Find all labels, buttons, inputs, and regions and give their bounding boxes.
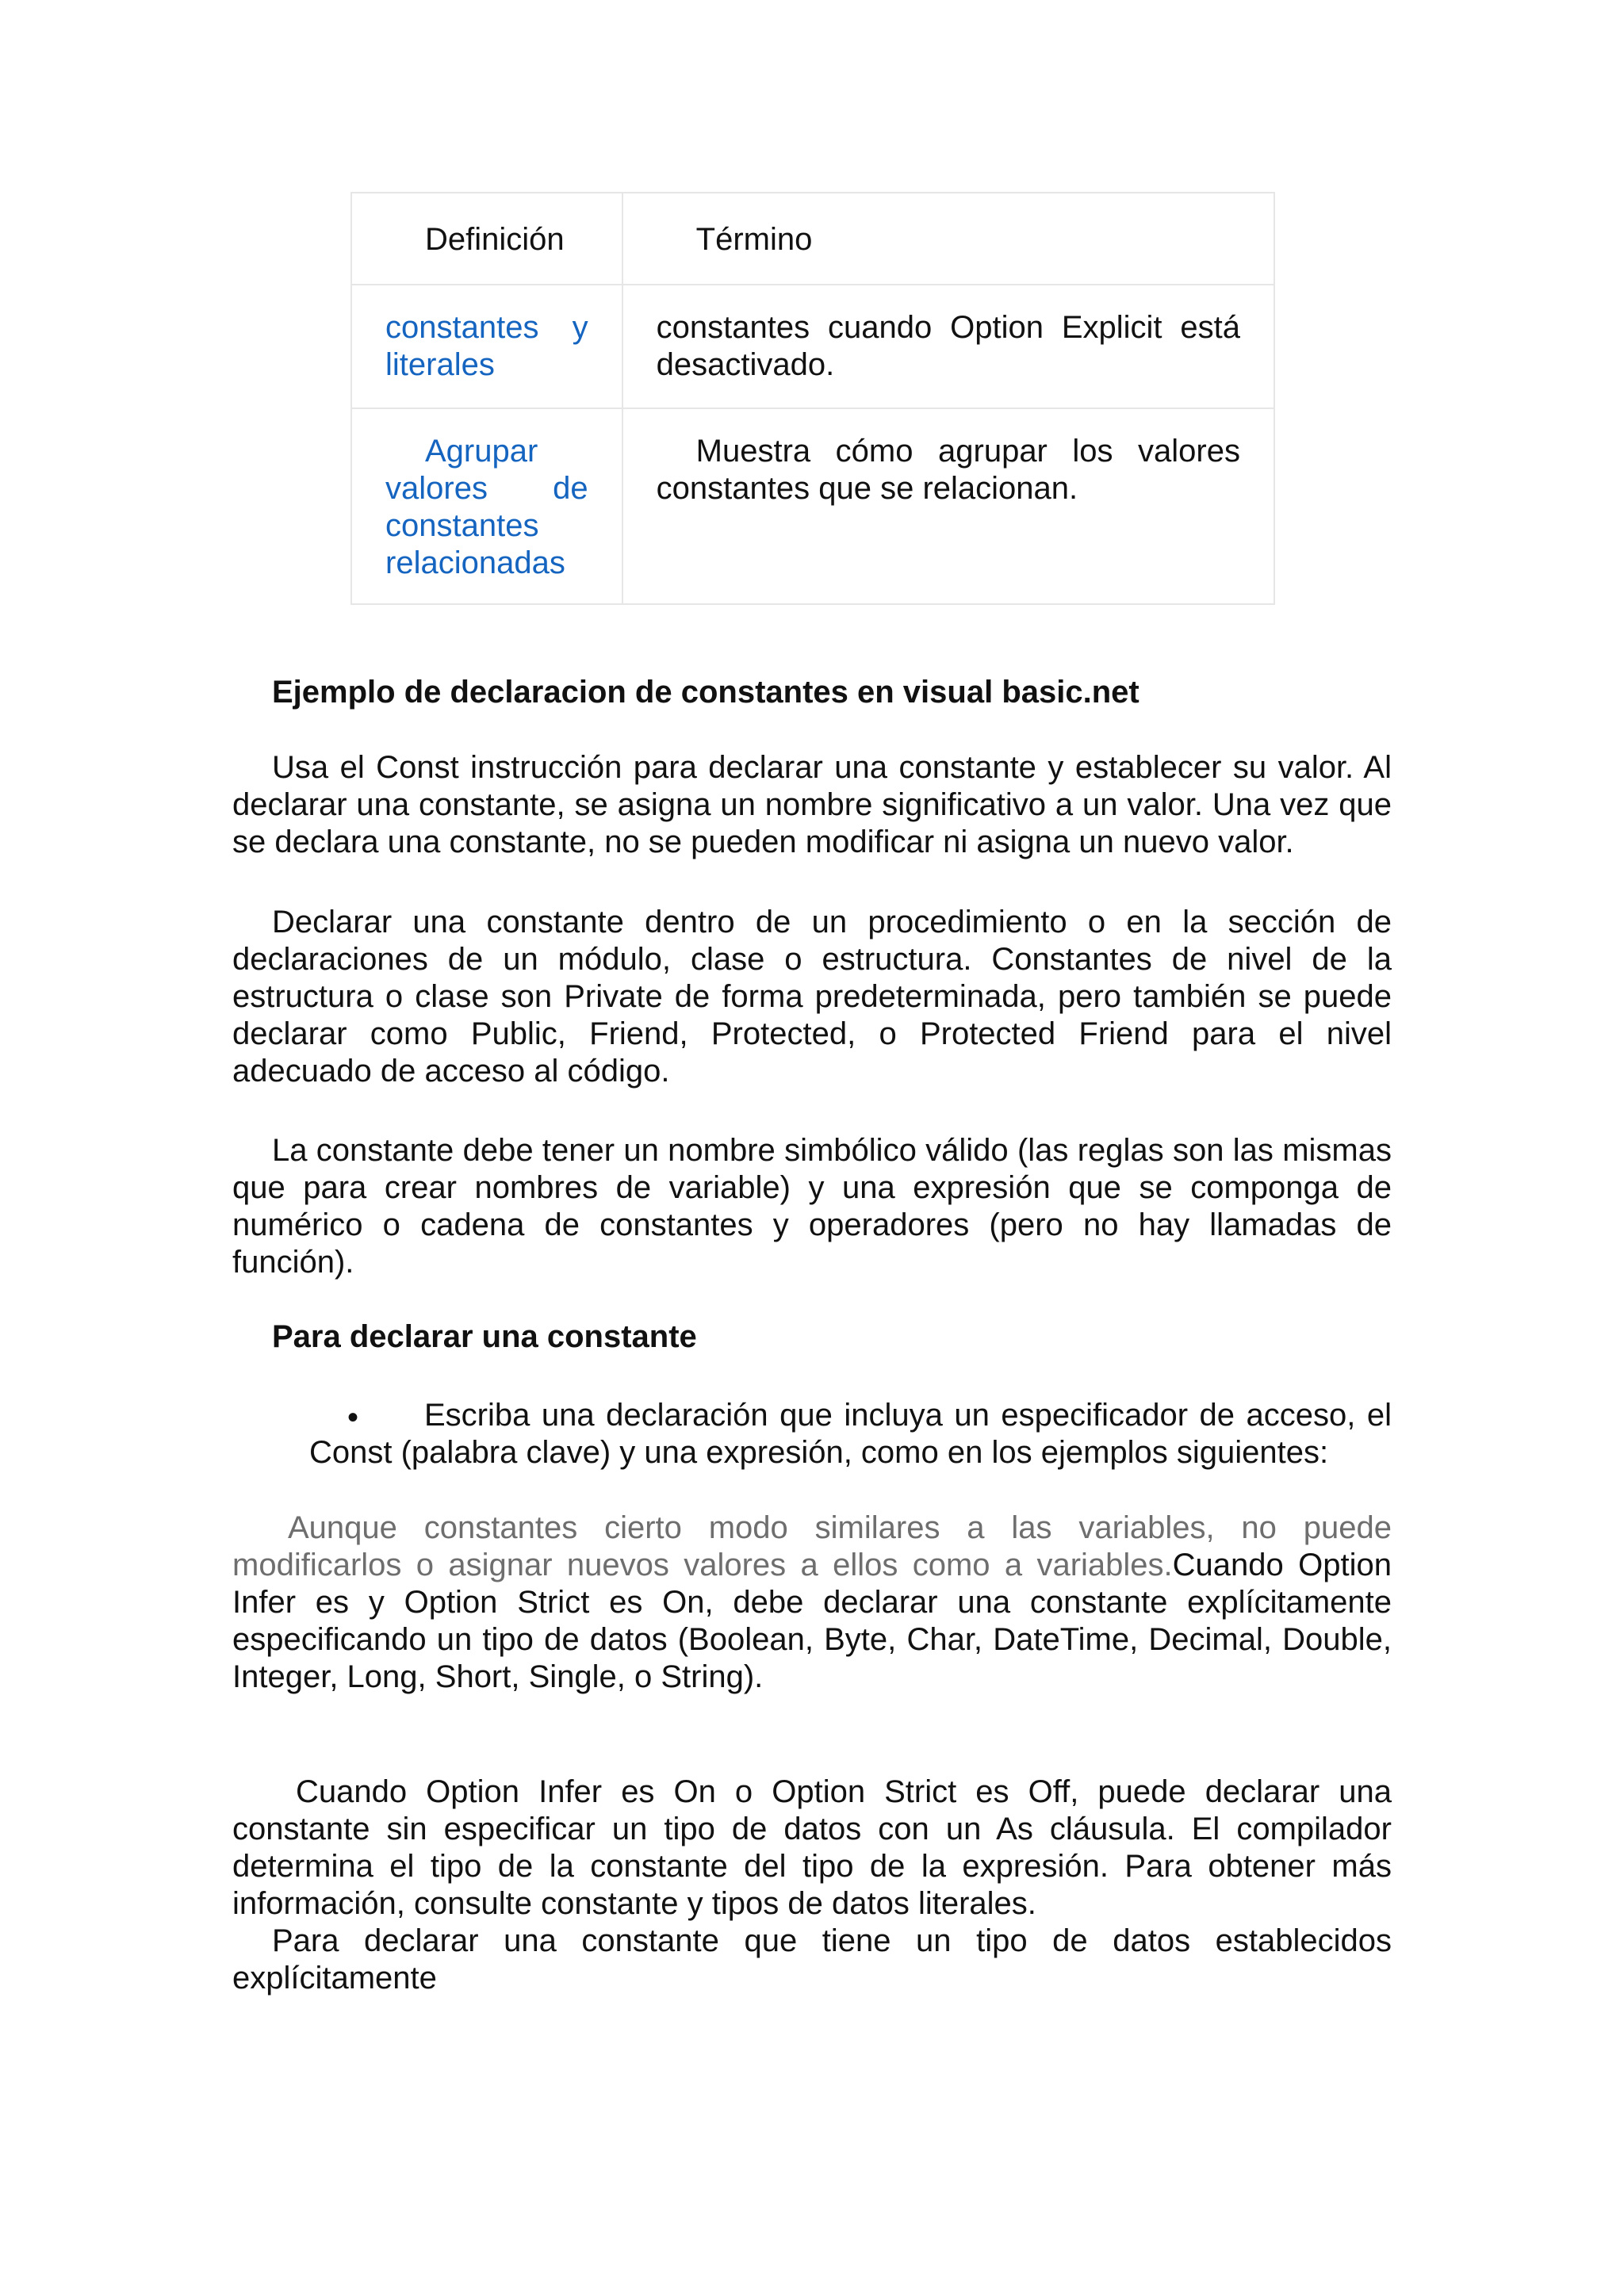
header-termino: Término: [695, 222, 813, 257]
text-cuando-option: Cuando Option Infer es y Option Strict es On, debe declarar una constante explícitamente especificando un tipo de datos (Boolean, Byte, Char, DateTime, Decimal, Double, Integer, Long, Short, Single, o String).: [232, 1548, 1392, 1694]
section-heading-para-declarar: Para declarar una constante: [272, 1319, 697, 1354]
table-header-row: [351, 193, 1274, 285]
paragraph-option-strict: [232, 1510, 1392, 1696]
definition-link-constantes-literales[interactable]: constantes y literales: [385, 310, 588, 382]
table-row: [351, 285, 1274, 408]
term-text: constantes cuando Option Explicit está desactivado.: [656, 310, 1240, 382]
header-definicion: Definición: [425, 222, 565, 257]
table-row: [351, 408, 1274, 604]
definitions-table: [350, 192, 1275, 605]
grey-text-aunque: Aunque constantes cierto modo similares a las variables, no puede modificarlos o asignar nuevos valores a ellos como a variables.: [232, 1510, 1392, 1582]
definition-link-agrupar-valores[interactable]: Agrupar valores de constantes relacionadas: [385, 434, 588, 580]
paragraph-tipo-explicito: Para declarar una constante que tiene un tipo de datos establecidos explícitamente: [232, 1923, 1392, 1996]
paragraph-const-intro: Usa el Const instrucción para declarar una constante y establecer su valor. Al declarar una constante, se asigna un nombre significativo a un valor. Una vez que se declara una constante, no se pueden modificar ni asigna un nuevo valor.: [232, 750, 1392, 859]
paragraph-option-infer: Cuando Option Infer es On o Option Strict es Off, puede declarar una constante sin especificar un tipo de datos con un As cláusula. El compilador determina el tipo de la constante del tipo de la expresión. Para obtener más información, consulte constante y tipos de datos literales.: [232, 1774, 1392, 1921]
bullet-item-declaracion: Escriba una declaración que incluya un especificador de acceso, el Const (palabra clave) y una expresión, como en los ejemplos siguientes:: [309, 1398, 1392, 1470]
bullet-icon: •: [347, 1400, 359, 1435]
paragraph-nombre-simbolico: La constante debe tener un nombre simbólico válido (las reglas son las mismas que para crear nombres de variable) y una expresión que se componga de numérico o cadena de constantes y operadores (pero no hay llamadas de función).: [232, 1133, 1392, 1280]
paragraph-declarar-ubicacion: Declarar una constante dentro de un procedimiento o en la sección de declaraciones de un módulo, clase o estructura. Constantes de nivel de la estructura o clase son Private de forma predeterminada, pero también se puede declarar como Public, Friend, Protected, o Protected Friend para el nivel adecuado de acceso al código.: [232, 905, 1392, 1089]
section-heading-ejemplo: Ejemplo de declaracion de constantes en visual basic.net: [272, 675, 1139, 710]
term-text: Muestra cómo agrupar los valores constantes que se relacionan.: [656, 434, 1240, 506]
